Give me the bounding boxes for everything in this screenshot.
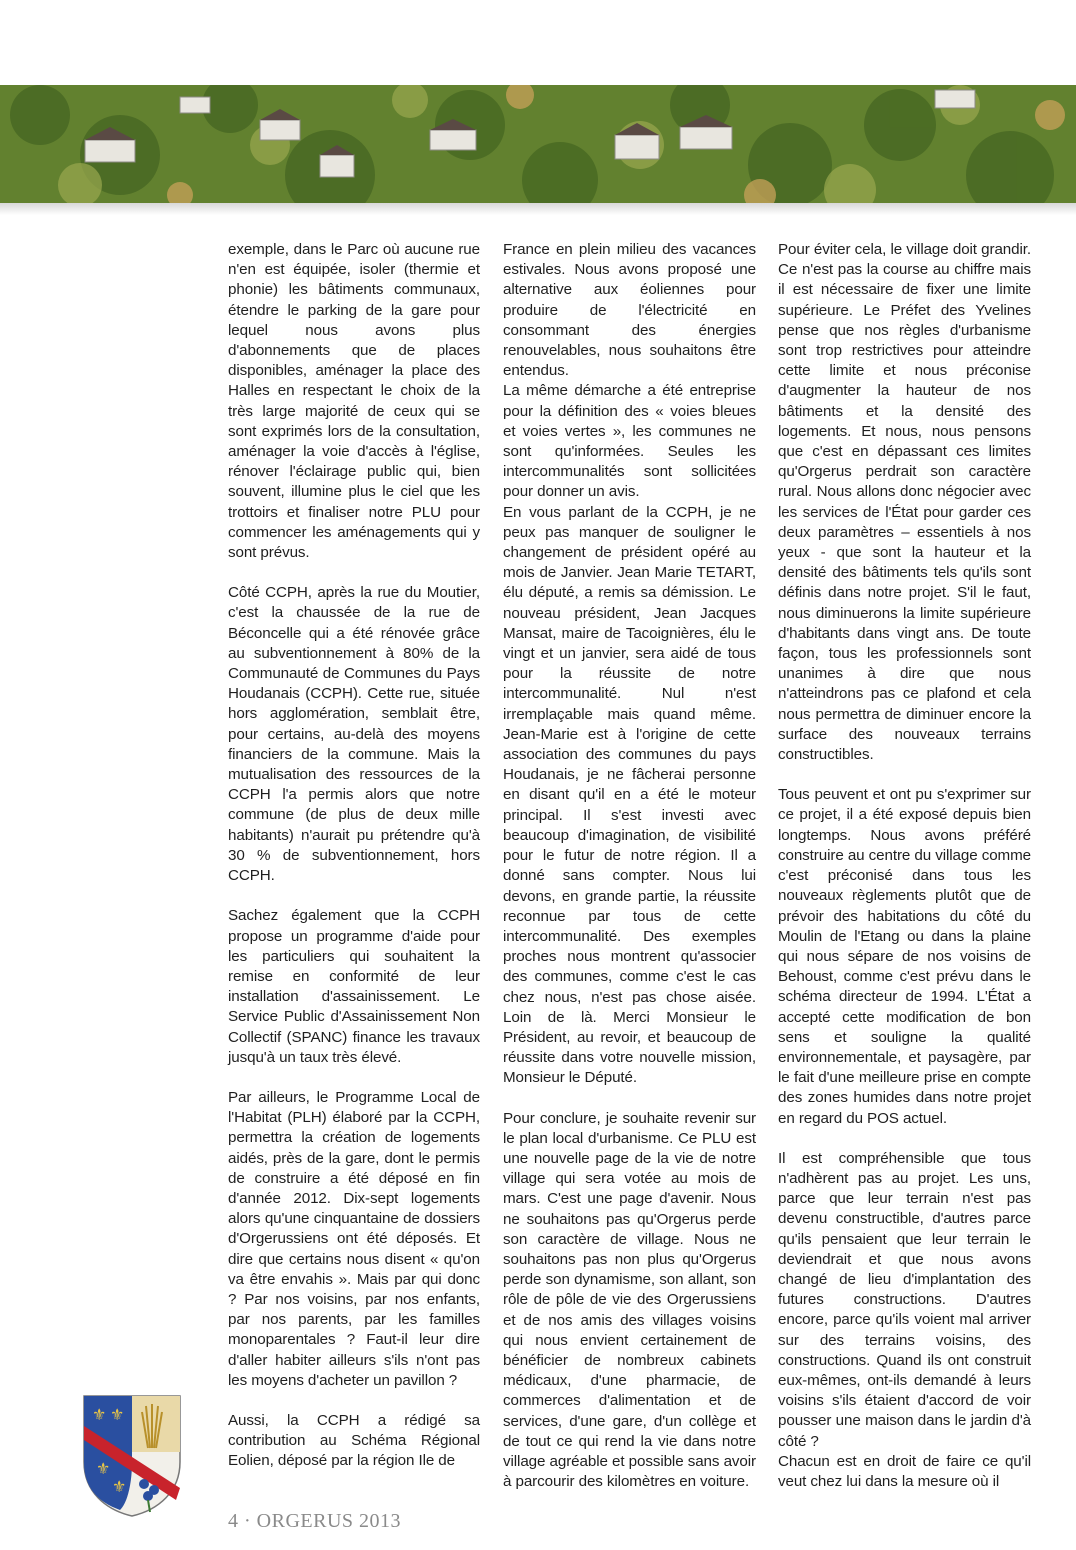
page-footer: 4 · ORGERUS 2013 bbox=[228, 1510, 402, 1532]
paragraph: Il est compréhensible que tous n'adhèrent pas au projet. Les uns, parce que leur terrain n'est pas devenu constructible, d'autres parce qu'ils pensaient que leur terrain le deviendrait et que nous avons changé de lieu d'implantation des futures constructions. D'autres encore, parce qu'ils voient mal arriver sur des terrains voisins, des constructions. Quand ils ont construit eux-mêmes, ont-ils demandé à leurs voisins s'ils étaient d'accord de voir pousser une maison dans le jardin d'à côté ? bbox=[778, 1149, 1031, 1450]
paragraph: Sachez également que la CCPH propose un programme d'aide pour les particuliers qui souhaitent la remise en conformité de leur installation d'assainissement. Le Service Public d'Assainissement Non Collectif (SPANC) finance les travaux jusqu'à un taux très élevé. bbox=[228, 907, 480, 1066]
paragraph: France en plein milieu des vacances estivales. Nous avons proposé une alternative aux éoliennes pour produire de l'électricité en consommant des énergies renouvelables, nous souhaitons être entendus. bbox=[503, 241, 756, 380]
aerial-village-photo bbox=[0, 85, 1076, 205]
paragraph: La même démarche a été entreprise pour la définition des « voies bleues et voies vertes », les communes ne sont qu'informées. Seules les intercommunalités sont sollicitées pour donner un avis. bbox=[503, 382, 756, 501]
svg-text:⚜: ⚜ bbox=[96, 1459, 111, 1478]
svg-text:⚜: ⚜ bbox=[112, 1477, 127, 1496]
paragraph: Tous peuvent et ont pu s'exprimer sur ce projet, il a été exposé depuis bien longtemps. Nous avons préféré construire au centre du village comme c'est préconisé dans tous les nouveaux règlements plutôt que de prévoir des habitations du côté du Moulin de l'Etang ou dans la plaine qui nous sépare de nos voisins de Behoust, comme c'est prévu dans le schéma directeur de 1994. L'État a accepté cette modification de bon sens et souligne la qualité environnementale, et paysagère, par le fait d'une meilleure prise en compte des zones humides dans notre projet en regard du POS actuel. bbox=[778, 786, 1031, 1127]
paragraph: exemple, dans le Parc où aucune rue n'en est équipée, isoler (thermie et phonie) les bâtiments communaux, étendre le parking de la gare pour lequel nous avons plus d'abonnements que de places disponibles, aménager la place des Halles en respectant le choix de la très large majorité de ceux qui se sont exprimés lors de la consultation, aménager la voie d'accès à l'église, rénover l'éclairage public qui, bien souvent, illumine plus le ciel que les trottoirs et finaliser notre PLU pour commencer les aménagements qui y sont prévus. bbox=[228, 241, 480, 562]
coat-of-arms-icon bbox=[80, 1392, 184, 1518]
svg-text:⚜: ⚜ bbox=[92, 1405, 107, 1424]
paragraph: Pour éviter cela, le village doit grandir. Ce n'est pas la course au chiffre mais il est nécessaire de fixer une limite supérieure. Le Préfet des Yvelines pense que nos règles d'urbanisme sont trop restrictives pour atteindre cette limite et nous préconise d'augmenter la hauteur de nos bâtiments et la densité des logements. Et nous, nous pensons que c'est en dépassant ces limites qu'Orgerus perdrait son caractère rural. Nous allons donc négocier avec les services de l'État pour garder ces deux paramètres – essentiels à nos yeux - que sont la hauteur et la densité des bâtiments tels qu'ils sont définis dans notre projet. S'il le faut, nous diminuerons la limite supérieure d'habitants dans vingt ans. De toute façon, tous les professionnels sont unanimes à dire que nous n'atteindrons pas ce plafond et cela nous permettra de diminuer encore la surface des nouveaux terrains constructibles. bbox=[778, 241, 1031, 764]
banner-shadow bbox=[0, 203, 1076, 215]
paragraph: Côté CCPH, après la rue du Moutier, c'est la chaussée de la rue de Béconcelle qui a été rénovée grâce au subventionnement à 80% de la Communauté de Communes du Pays Houdanais (CCPH). Cette rue, située hors agglomération, semblait être, pour certains, au-delà des moyens financiers de la commune. Mais la mutualisation des ressources de la CCPH l'a permis alors que notre commune (de plus de deux mille habitants) n'aurait pu prétendre qu'à 30 % de subventionnement, hors CCPH. bbox=[228, 584, 480, 885]
paragraph: Aussi, la CCPH a rédigé sa contribution au Schéma Régional Eolien, déposé par la région Ile de bbox=[228, 1411, 480, 1470]
paragraph: Pour conclure, je souhaite revenir sur le plan local d'urbanisme. Ce PLU est une nouvelle page de la vie de notre village qui sera votée au mois de mars. C'est une page d'avenir. Nous ne souhaitons pas qu'Orgerus perde son caractère de village. Nous ne souhaitons pas non plus qu'Orgerus perde son dynamisme, son allant, son rôle de pôle de vie des Orgerussiens et de nos amis des villages voisins qui nous envient certainement de bénéficier de nombreux cabinets médicaux, d'une pharmacie, de commerces d'alimentation et de services, d'une gare, d'un collège et de tout ce qui rend la vie dans notre village agréable et possible sans avoir à parcourir des kilomètres en voiture. bbox=[503, 1109, 756, 1491]
text-column-1 bbox=[228, 240, 480, 1472]
paragraph: Par ailleurs, le Programme Local de l'Habitat (PLH) élaboré par la CCPH, permettra la création de logements aidés, près de la gare, dont le permis de construire a été déposé en fin d'année 2012. Dix-sept logements alors qu'une cinquantaine de dossiers d'Orgerussiens ont été déposés. Et dire que certains nous disent « qu'on va être envahis ». Mais par qui donc ? Par nos voisins, par nos enfants, par nos parents, par les familles monoparentales ? Faut-il leur dire d'aller habiter ailleurs s'ils n'ont pas les moyens d'acheter un pavillon ? bbox=[228, 1088, 480, 1389]
paragraph: Chacun est en droit de faire ce qu'il veut chez lui dans la mesure où il bbox=[778, 1452, 1031, 1490]
text-column-2 bbox=[503, 240, 756, 1492]
svg-text:⚜: ⚜ bbox=[110, 1405, 125, 1424]
text-column-3 bbox=[778, 240, 1031, 1492]
paragraph: En vous parlant de la CCPH, je ne peux pas manquer de souligner le changement de président opéré au mois de Janvier. Jean Marie TETART, élu député, a remis sa démission. Le nouveau président, Jean Jacques Mansat, maire de Tacoignières, élu le vingt et un janvier, sera aidé de tous pour la réussite de notre intercommunalité. Nul n'est irremplaçable mais quand même. Jean-Marie est à l'origine de cette association des communes du pays Houdanais, je ne fâcherai personne en disant qu'il en a été le moteur principal. Il s'est investi avec beaucoup d'imagination, de visibilité pour le futur de notre région. Il a donné sans compter. Nous lui devons, en grande partie, la réussite reconnue par tous de cette intercommunalité. Des exemples proches nous montrent qu'associer des communes, comme c'est le cas chez nous, n'est pas chose aisée. Loin de là. Merci Monsieur le Président, au revoir, et beaucoup de réussite dans votre nouvelle mission, Monsieur le Député. bbox=[503, 503, 756, 1087]
